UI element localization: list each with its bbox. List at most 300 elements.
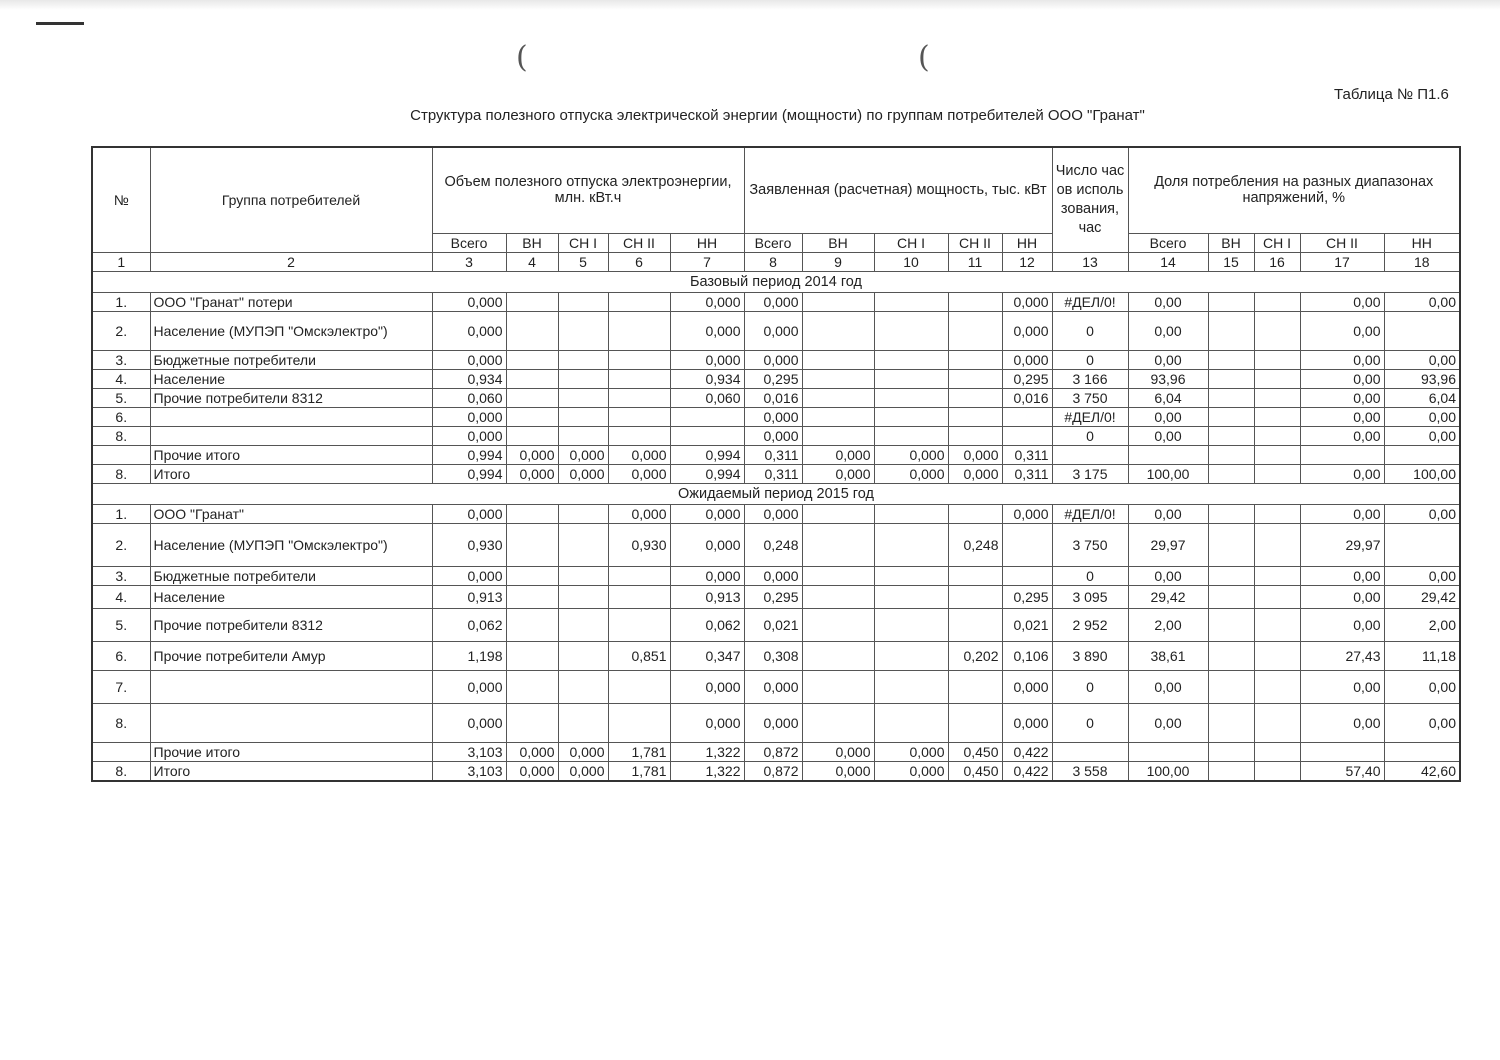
value-cell <box>1208 312 1254 351</box>
column-number-cell: 2 <box>150 253 432 272</box>
value-cell: 6. <box>92 408 150 427</box>
value-cell <box>1254 586 1300 609</box>
value-cell: 0,00 <box>1384 704 1460 743</box>
value-cell <box>608 370 670 389</box>
value-cell <box>558 505 608 524</box>
value-cell <box>1254 427 1300 446</box>
header-no: № <box>92 147 150 253</box>
value-cell: 0,000 <box>802 446 874 465</box>
value-cell <box>1254 408 1300 427</box>
value-cell: 0,00 <box>1300 312 1384 351</box>
value-cell <box>802 312 874 351</box>
table-row <box>92 567 1460 586</box>
column-number-cell: 15 <box>1208 253 1254 272</box>
value-cell: 6,04 <box>1384 389 1460 408</box>
value-cell <box>608 671 670 704</box>
value-cell: 0,851 <box>608 642 670 671</box>
column-number-cell: 13 <box>1052 253 1128 272</box>
value-cell <box>506 351 558 370</box>
value-cell: 2,00 <box>1384 609 1460 642</box>
value-cell: 0,000 <box>744 427 802 446</box>
value-cell: 0,000 <box>744 293 802 312</box>
value-cell: 0,000 <box>802 743 874 762</box>
value-cell <box>608 567 670 586</box>
hole-punch-mark-right: ( <box>918 40 930 75</box>
table-row <box>92 293 1460 312</box>
value-cell: 0,000 <box>670 351 744 370</box>
value-cell <box>1208 446 1254 465</box>
table-row <box>92 671 1460 704</box>
value-cell <box>874 408 948 427</box>
value-cell: 0,994 <box>670 465 744 484</box>
value-cell <box>1208 408 1254 427</box>
value-cell <box>1208 586 1254 609</box>
value-cell <box>506 505 558 524</box>
value-cell <box>608 351 670 370</box>
header-row-main <box>92 147 1460 233</box>
value-cell <box>948 671 1002 704</box>
value-cell: 29,97 <box>1128 524 1208 567</box>
value-cell: 0,000 <box>744 704 802 743</box>
value-cell: 2,00 <box>1128 609 1208 642</box>
value-cell <box>1254 312 1300 351</box>
value-cell: 0,000 <box>432 312 506 351</box>
value-cell <box>670 408 744 427</box>
value-cell: 3 750 <box>1052 389 1128 408</box>
value-cell <box>1002 427 1052 446</box>
value-cell: 0,000 <box>744 351 802 370</box>
value-cell <box>1254 704 1300 743</box>
value-cell <box>874 312 948 351</box>
value-cell: 0,913 <box>670 586 744 609</box>
value-cell: 2 952 <box>1052 609 1128 642</box>
value-cell: 0,202 <box>948 642 1002 671</box>
value-cell <box>1300 446 1384 465</box>
table-row <box>92 704 1460 743</box>
value-cell <box>874 427 948 446</box>
value-cell <box>558 704 608 743</box>
value-cell <box>1002 524 1052 567</box>
value-cell <box>874 524 948 567</box>
value-cell <box>608 704 670 743</box>
value-cell: 0,000 <box>948 465 1002 484</box>
value-cell <box>1254 642 1300 671</box>
value-cell: 0,00 <box>1384 427 1460 446</box>
value-cell: 93,96 <box>1384 370 1460 389</box>
value-cell <box>948 505 1002 524</box>
value-cell: 0,00 <box>1300 586 1384 609</box>
value-cell: 5. <box>92 609 150 642</box>
subheader-cell: Всего <box>432 233 506 252</box>
value-cell <box>874 293 948 312</box>
value-cell: 0,295 <box>1002 370 1052 389</box>
value-cell: 93,96 <box>1128 370 1208 389</box>
value-cell <box>802 704 874 743</box>
value-cell: 0,000 <box>670 312 744 351</box>
value-cell <box>506 586 558 609</box>
value-cell: 0,000 <box>948 446 1002 465</box>
value-cell: 0,872 <box>744 762 802 782</box>
value-cell: 0,000 <box>670 671 744 704</box>
column-number-cell: 8 <box>744 253 802 272</box>
value-cell: 0,311 <box>1002 446 1052 465</box>
value-cell <box>802 351 874 370</box>
value-cell: 0,934 <box>432 370 506 389</box>
value-cell <box>874 351 948 370</box>
value-cell: 0,000 <box>670 524 744 567</box>
subheader-cell: СН II <box>1300 233 1384 252</box>
value-cell: 0,00 <box>1300 408 1384 427</box>
value-cell <box>948 609 1002 642</box>
value-cell <box>802 389 874 408</box>
value-cell: 0,062 <box>432 609 506 642</box>
value-cell <box>874 586 948 609</box>
value-cell <box>1254 762 1300 782</box>
value-cell: 0,00 <box>1128 567 1208 586</box>
column-number-cell: 10 <box>874 253 948 272</box>
value-cell <box>1002 408 1052 427</box>
value-cell <box>506 408 558 427</box>
value-cell: 0,00 <box>1128 671 1208 704</box>
value-cell <box>802 427 874 446</box>
consumer-group-cell: Прочие потребители 8312 <box>150 389 432 408</box>
value-cell <box>608 293 670 312</box>
value-cell <box>1254 671 1300 704</box>
value-cell: 0,00 <box>1300 704 1384 743</box>
value-cell <box>1128 446 1208 465</box>
value-cell <box>802 524 874 567</box>
value-cell: 0,000 <box>608 505 670 524</box>
value-cell: 0,000 <box>1002 312 1052 351</box>
value-cell: 0,000 <box>432 427 506 446</box>
value-cell <box>608 408 670 427</box>
column-number-cell: 18 <box>1384 253 1460 272</box>
value-cell <box>948 370 1002 389</box>
column-number-cell: 3 <box>432 253 506 272</box>
consumer-group-cell: Население (МУПЭП "Омскэлектро") <box>150 312 432 351</box>
value-cell: 0,000 <box>608 465 670 484</box>
value-cell: 3,103 <box>432 762 506 782</box>
subheader-cell: ВН <box>802 233 874 252</box>
value-cell: 0,248 <box>744 524 802 567</box>
value-cell: 0,000 <box>744 671 802 704</box>
value-cell: 1,198 <box>432 642 506 671</box>
value-cell: 0,450 <box>948 743 1002 762</box>
value-cell: 0,311 <box>744 446 802 465</box>
value-cell <box>802 370 874 389</box>
value-cell: 0 <box>1052 567 1128 586</box>
value-cell: 8. <box>92 762 150 782</box>
value-cell <box>1254 524 1300 567</box>
subheader-cell: ВН <box>1208 233 1254 252</box>
value-cell <box>1254 567 1300 586</box>
value-cell <box>948 312 1002 351</box>
value-cell: 3 750 <box>1052 524 1128 567</box>
table-row <box>92 505 1460 524</box>
value-cell <box>1254 609 1300 642</box>
value-cell: 0,00 <box>1300 671 1384 704</box>
table-row <box>92 446 1460 465</box>
subheader-cell: СН II <box>948 233 1002 252</box>
value-cell: 0,000 <box>1002 505 1052 524</box>
value-cell: 0,000 <box>874 465 948 484</box>
value-cell <box>670 427 744 446</box>
column-number-cell: 16 <box>1254 253 1300 272</box>
value-cell <box>558 389 608 408</box>
value-cell <box>802 609 874 642</box>
subheader-cell: Всего <box>744 233 802 252</box>
value-cell: 0,248 <box>948 524 1002 567</box>
value-cell: 0 <box>1052 704 1128 743</box>
value-cell: 0,000 <box>744 567 802 586</box>
value-cell: 0,106 <box>1002 642 1052 671</box>
value-cell: 0,422 <box>1002 762 1052 782</box>
value-cell <box>558 524 608 567</box>
value-cell: 0,000 <box>432 567 506 586</box>
value-cell: 0,00 <box>1384 293 1460 312</box>
value-cell: 0,000 <box>802 465 874 484</box>
value-cell: 0 <box>1052 312 1128 351</box>
value-cell: 0,00 <box>1128 505 1208 524</box>
value-cell <box>948 351 1002 370</box>
value-cell <box>948 427 1002 446</box>
value-cell <box>948 704 1002 743</box>
value-cell: 2. <box>92 524 150 567</box>
value-cell <box>1002 567 1052 586</box>
value-cell: 0,000 <box>670 293 744 312</box>
value-cell: 0,000 <box>670 505 744 524</box>
value-cell: 0,347 <box>670 642 744 671</box>
value-cell: 57,40 <box>1300 762 1384 782</box>
value-cell: 0,00 <box>1300 389 1384 408</box>
consumer-group-cell: Население (МУПЭП "Омскэлектро") <box>150 524 432 567</box>
value-cell: 0,000 <box>558 465 608 484</box>
subheader-cell: НН <box>1002 233 1052 252</box>
consumer-group-cell: Итого <box>150 465 432 484</box>
table-row <box>92 743 1460 762</box>
value-cell <box>506 524 558 567</box>
value-cell: 0,000 <box>432 505 506 524</box>
consumer-group-cell: Прочие потребители 8312 <box>150 609 432 642</box>
hole-punch-mark-left: ( <box>516 40 528 75</box>
column-number-cell: 12 <box>1002 253 1052 272</box>
column-number-cell: 11 <box>948 253 1002 272</box>
value-cell <box>608 609 670 642</box>
value-cell <box>874 505 948 524</box>
value-cell: 100,00 <box>1128 465 1208 484</box>
consumer-group-cell: ООО "Гранат" <box>150 505 432 524</box>
value-cell: 0,060 <box>432 389 506 408</box>
value-cell: 0,000 <box>506 446 558 465</box>
value-cell: 0,311 <box>1002 465 1052 484</box>
value-cell <box>558 609 608 642</box>
value-cell <box>802 671 874 704</box>
section-header-row <box>92 484 1460 505</box>
value-cell: 1,322 <box>670 743 744 762</box>
table-row <box>92 465 1460 484</box>
value-cell <box>506 293 558 312</box>
value-cell <box>1208 743 1254 762</box>
value-cell: 0,000 <box>558 743 608 762</box>
value-cell <box>1208 465 1254 484</box>
value-cell: 0,00 <box>1128 351 1208 370</box>
subheader-cell: НН <box>1384 233 1460 252</box>
value-cell <box>1254 389 1300 408</box>
value-cell: 0,00 <box>1300 609 1384 642</box>
value-cell: 0,000 <box>874 446 948 465</box>
value-cell <box>506 642 558 671</box>
header-row-numbers <box>92 253 1460 272</box>
column-number-cell: 14 <box>1128 253 1208 272</box>
value-cell: 0,000 <box>432 351 506 370</box>
document-title: Структура полезного отпуска электрической энергии (мощности) по группам потребителей ООО "Гранат" <box>410 107 1145 124</box>
value-cell: 0,000 <box>1002 293 1052 312</box>
consumer-group-cell: ООО "Гранат" потери <box>150 293 432 312</box>
value-cell <box>1052 446 1128 465</box>
value-cell <box>874 567 948 586</box>
value-cell <box>608 427 670 446</box>
value-cell: 0,872 <box>744 743 802 762</box>
value-cell: 8. <box>92 704 150 743</box>
value-cell: 0,000 <box>432 408 506 427</box>
subheader-cell: НН <box>670 233 744 252</box>
value-cell: 3 095 <box>1052 586 1128 609</box>
value-cell <box>1384 312 1460 351</box>
value-cell: 29,97 <box>1300 524 1384 567</box>
value-cell: 0,00 <box>1384 671 1460 704</box>
value-cell: 0,000 <box>670 567 744 586</box>
consumption-table <box>91 146 1461 782</box>
value-cell: 0,000 <box>432 293 506 312</box>
consumer-group-cell: Население <box>150 370 432 389</box>
value-cell <box>506 671 558 704</box>
header-hours: Число часов использования, час <box>1052 147 1128 253</box>
value-cell <box>1254 743 1300 762</box>
subheader-cell: СН II <box>608 233 670 252</box>
value-cell: 29,42 <box>1384 586 1460 609</box>
consumer-group-cell <box>150 408 432 427</box>
table-row <box>92 312 1460 351</box>
value-cell <box>1208 427 1254 446</box>
pen-mark <box>36 22 84 25</box>
value-cell: 0,000 <box>506 465 558 484</box>
value-cell: 0,000 <box>608 446 670 465</box>
column-number-cell: 9 <box>802 253 874 272</box>
subheader-cell: Всего <box>1128 233 1208 252</box>
value-cell: 8. <box>92 427 150 446</box>
table-row <box>92 586 1460 609</box>
value-cell: 0,000 <box>802 762 874 782</box>
value-cell: 0,308 <box>744 642 802 671</box>
value-cell: 3,103 <box>432 743 506 762</box>
consumer-group-cell <box>150 704 432 743</box>
subheader-cell: СН I <box>874 233 948 252</box>
value-cell: 0,00 <box>1128 704 1208 743</box>
column-number-cell: 1 <box>92 253 150 272</box>
value-cell <box>558 351 608 370</box>
table-row <box>92 370 1460 389</box>
value-cell: 0,934 <box>670 370 744 389</box>
table-row <box>92 642 1460 671</box>
value-cell: 0,000 <box>558 762 608 782</box>
value-cell: 42,60 <box>1384 762 1460 782</box>
value-cell: 3 166 <box>1052 370 1128 389</box>
value-cell: 100,00 <box>1384 465 1460 484</box>
value-cell: 6. <box>92 642 150 671</box>
value-cell <box>1208 671 1254 704</box>
value-cell: 0,295 <box>744 586 802 609</box>
value-cell: #ДЕЛ/0! <box>1052 505 1128 524</box>
value-cell <box>558 671 608 704</box>
value-cell <box>506 370 558 389</box>
value-cell <box>1052 743 1128 762</box>
value-cell <box>1254 465 1300 484</box>
value-cell <box>608 586 670 609</box>
value-cell <box>558 408 608 427</box>
value-cell: 0,021 <box>744 609 802 642</box>
value-cell: 29,42 <box>1128 586 1208 609</box>
value-cell: 2. <box>92 312 150 351</box>
value-cell: 38,61 <box>1128 642 1208 671</box>
value-cell: 0,00 <box>1384 505 1460 524</box>
value-cell: 5. <box>92 389 150 408</box>
value-cell <box>1208 704 1254 743</box>
value-cell <box>802 505 874 524</box>
value-cell <box>1300 743 1384 762</box>
value-cell <box>506 389 558 408</box>
value-cell <box>1384 524 1460 567</box>
consumer-group-cell: Население <box>150 586 432 609</box>
value-cell: 6,04 <box>1128 389 1208 408</box>
value-cell <box>506 427 558 446</box>
value-cell <box>1208 524 1254 567</box>
value-cell: 0,00 <box>1300 370 1384 389</box>
value-cell <box>506 567 558 586</box>
value-cell: 0,00 <box>1128 312 1208 351</box>
value-cell: 0,000 <box>1002 671 1052 704</box>
value-cell <box>1254 505 1300 524</box>
table-row <box>92 762 1460 782</box>
value-cell: 0,000 <box>670 704 744 743</box>
value-cell <box>506 312 558 351</box>
value-cell: 0,00 <box>1300 567 1384 586</box>
value-cell: 0,00 <box>1128 293 1208 312</box>
value-cell <box>1208 642 1254 671</box>
value-cell: 0,00 <box>1300 351 1384 370</box>
value-cell: 1,781 <box>608 762 670 782</box>
table-row <box>92 524 1460 567</box>
value-cell <box>802 293 874 312</box>
value-cell: 0,422 <box>1002 743 1052 762</box>
value-cell: 4. <box>92 586 150 609</box>
value-cell: 0,295 <box>1002 586 1052 609</box>
value-cell: 0,00 <box>1300 293 1384 312</box>
value-cell: 0,000 <box>432 671 506 704</box>
header-group: Группа потребителей <box>150 147 432 253</box>
table-row <box>92 389 1460 408</box>
value-cell <box>874 370 948 389</box>
value-cell: 1. <box>92 505 150 524</box>
value-cell <box>1254 293 1300 312</box>
column-number-cell: 17 <box>1300 253 1384 272</box>
value-cell: 0,000 <box>506 762 558 782</box>
header-volume: Объем полезного отпуска электроэнергии, млн. кВт.ч <box>432 147 744 233</box>
value-cell: 100,00 <box>1128 762 1208 782</box>
value-cell <box>1208 389 1254 408</box>
value-cell <box>558 312 608 351</box>
value-cell: 0,00 <box>1300 465 1384 484</box>
value-cell <box>802 567 874 586</box>
